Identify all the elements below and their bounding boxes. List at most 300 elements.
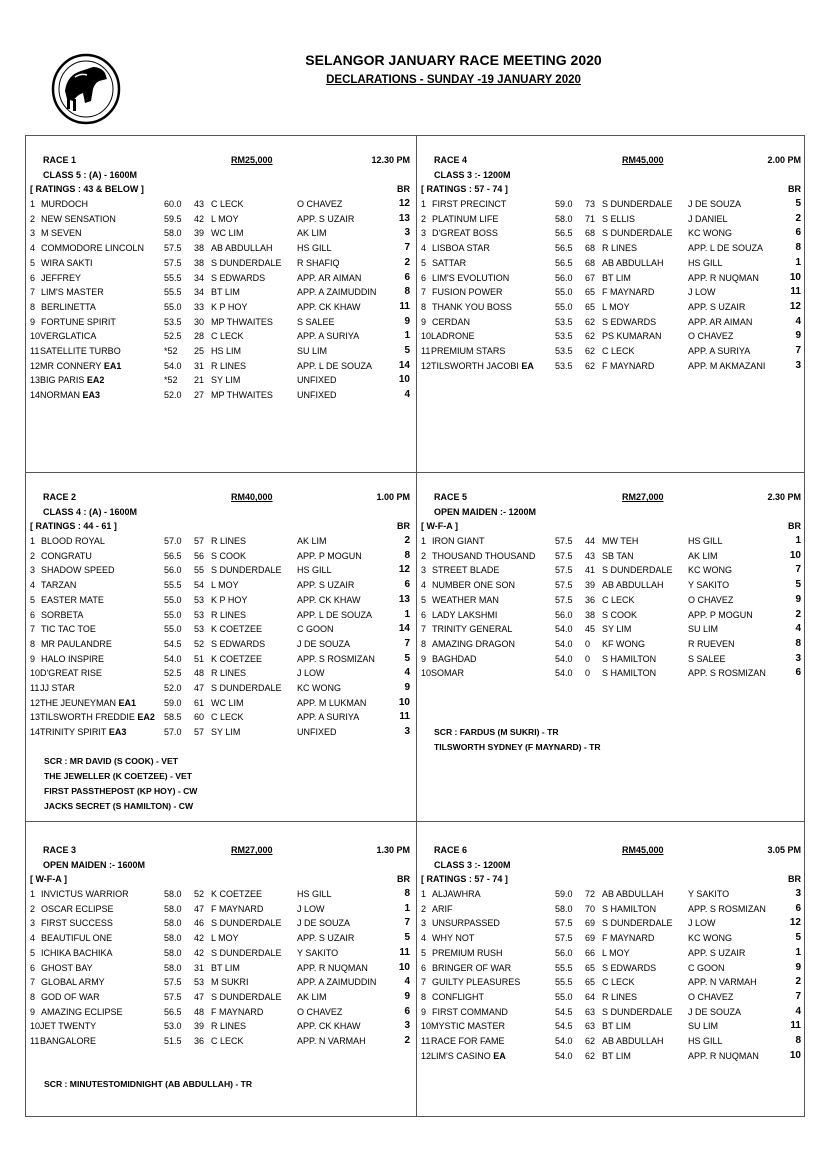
runner-row xyxy=(421,285,801,300)
weight: 57.5 xyxy=(555,580,573,591)
trainer: HS GILL xyxy=(688,257,723,268)
horse-name: UNSURPASSED xyxy=(432,918,500,929)
runner-row xyxy=(30,300,410,315)
runner-number: 2 xyxy=(30,213,36,224)
runner-row xyxy=(421,1019,801,1034)
jockey: K COETZEE xyxy=(211,653,263,664)
rating: 51 xyxy=(194,653,205,664)
rating: 43 xyxy=(194,199,205,210)
scratchings xyxy=(434,725,601,755)
barrier-header: BR xyxy=(788,521,801,532)
horse-name: THE JEUNEYMAN EA1 xyxy=(40,697,137,708)
race-card-race6 xyxy=(421,843,801,1063)
barrier: 10 xyxy=(398,374,410,386)
trainer: UNFIXED xyxy=(297,727,337,738)
trainer: AK LIM xyxy=(297,991,327,1002)
race-card-race3 xyxy=(30,843,410,1049)
runner-number: 7 xyxy=(30,624,36,635)
trainer: R RUEVEN xyxy=(688,638,735,649)
horse-name: TRINITY GENERAL xyxy=(432,624,513,635)
rating: 64 xyxy=(585,991,596,1002)
rating: 52 xyxy=(194,638,205,649)
jockey: L MOY xyxy=(211,213,239,224)
weight: 54.5 xyxy=(555,1006,573,1017)
horse-name: JJ STAR xyxy=(40,682,75,693)
race-class: CLASS 3 :- 1200M xyxy=(434,169,511,180)
jockey: BT LIM xyxy=(602,272,631,283)
jockey: S DUNDERDALE xyxy=(602,918,673,929)
runner-row xyxy=(421,563,801,578)
barrier: 4 xyxy=(404,976,410,988)
horse-name: GUILTY PLEASURES xyxy=(432,977,521,988)
runner-number: 3 xyxy=(30,228,36,239)
runner-row xyxy=(421,902,801,917)
weight: 52.5 xyxy=(164,668,182,679)
horse-name: WEATHER MAN xyxy=(432,594,499,605)
weight: 56.5 xyxy=(555,243,573,254)
barrier: 12 xyxy=(789,300,801,312)
trainer: APP. N VARMAH xyxy=(688,977,757,988)
weight: 57.0 xyxy=(164,727,182,738)
race-time: 1.30 PM xyxy=(376,845,410,855)
horse-name: FIRST COMMAND xyxy=(432,1006,508,1017)
runner-row xyxy=(421,534,801,549)
trainer: APP. A SURIYA xyxy=(297,331,360,342)
horse-name: FORTUNE SPIRIT xyxy=(41,316,116,327)
rating: 42 xyxy=(194,933,205,944)
race-label: RACE 6 xyxy=(434,845,468,855)
runner-row xyxy=(30,608,410,623)
rating: 42 xyxy=(194,213,205,224)
runner-row xyxy=(30,1034,410,1049)
weight: 53.5 xyxy=(555,360,573,371)
barrier: 2 xyxy=(795,976,801,988)
weight: 55.5 xyxy=(164,287,182,298)
runner-number: 12 xyxy=(30,697,41,708)
jockey: S DUNDERDALE xyxy=(602,228,673,239)
weight: 58.0 xyxy=(164,889,182,900)
barrier: 12 xyxy=(398,564,410,576)
runner-number: 3 xyxy=(421,565,427,576)
runner-number: 4 xyxy=(30,933,36,944)
runner-row xyxy=(30,549,410,564)
trainer: J LOW xyxy=(297,668,325,679)
trainer: APP. S UZAIR xyxy=(297,580,355,591)
race-time: 12.30 PM xyxy=(371,155,410,165)
horse-name: JET TWENTY xyxy=(40,1021,97,1032)
weight: *52 xyxy=(164,375,178,386)
runner-row xyxy=(421,1005,801,1020)
runner-row xyxy=(30,916,410,931)
runner-row xyxy=(30,593,410,608)
horse-name: WHY NOT xyxy=(432,933,475,944)
weight: 54.0 xyxy=(164,653,182,664)
weight: 55.5 xyxy=(164,272,182,283)
runner-number: 4 xyxy=(421,933,427,944)
weight: 55.0 xyxy=(164,624,182,635)
barrier: 10 xyxy=(789,1049,801,1061)
jockey: C LECK xyxy=(602,345,635,356)
weight: 54.0 xyxy=(555,1035,573,1046)
jockey: R LINES xyxy=(211,536,247,547)
weight: *52 xyxy=(164,345,178,356)
horse-name: BANGALORE xyxy=(40,1035,97,1046)
rating: 62 xyxy=(585,331,596,342)
barrier: 7 xyxy=(795,564,801,576)
rating: 54 xyxy=(194,580,205,591)
runner-row xyxy=(421,241,801,256)
runner-number: 6 xyxy=(421,609,427,620)
runner-number: 3 xyxy=(421,228,427,239)
rating: 71 xyxy=(585,213,596,224)
jockey: C LECK xyxy=(211,199,244,210)
horse-name: BIG PARIS EA2 xyxy=(40,375,105,386)
jockey: S DUNDERDALE xyxy=(211,947,282,958)
runner-number: 9 xyxy=(30,316,36,327)
runner-number: 8 xyxy=(30,301,36,312)
runner-row xyxy=(30,637,410,652)
trainer: O CHAVEZ xyxy=(297,1006,343,1017)
barrier: 3 xyxy=(404,227,410,239)
trainer: O CHAVEZ xyxy=(688,991,734,1002)
horse-name: SATTAR xyxy=(432,257,467,268)
horse-name: LADRONE xyxy=(431,331,475,342)
runner-number: 1 xyxy=(30,889,36,900)
trainer: KC WONG xyxy=(688,565,732,576)
barrier: 4 xyxy=(404,667,410,679)
horse-name: PREMIUM STARS xyxy=(431,345,506,356)
race-class: OPEN MAIDEN :- 1200M xyxy=(434,506,537,517)
horse-name: STREET BLADE xyxy=(432,565,500,576)
horse-name: BLOOD ROYAL xyxy=(41,536,105,547)
barrier: 10 xyxy=(398,961,410,973)
runner-number: 10 xyxy=(30,668,41,679)
jockey: BT LIM xyxy=(211,962,240,973)
rating: 47 xyxy=(194,903,205,914)
horse-name: LADY LAKSHMI xyxy=(432,609,498,620)
barrier: 8 xyxy=(404,286,410,298)
barrier: 1 xyxy=(795,535,801,547)
horse-name: PLATINUM LIFE xyxy=(432,213,499,224)
runner-row xyxy=(30,975,410,990)
trainer: APP. P MOGUN xyxy=(688,609,753,620)
runner-number: 11 xyxy=(30,1035,40,1046)
rating: 38 xyxy=(194,257,205,268)
trainer: AK LIM xyxy=(688,550,718,561)
rating: 65 xyxy=(585,301,596,312)
runner-number: 11 xyxy=(30,345,40,356)
horse-name: WIRA SAKTI xyxy=(41,257,93,268)
barrier: 6 xyxy=(795,227,801,239)
jockey: R LINES xyxy=(211,609,247,620)
barrier-header: BR xyxy=(397,874,410,885)
rating: 53 xyxy=(194,609,205,620)
weight: 57.5 xyxy=(555,565,573,576)
jockey: S COOK xyxy=(211,550,247,561)
barrier: 7 xyxy=(404,637,410,649)
trainer: AK LIM xyxy=(297,228,327,239)
weight: 57.5 xyxy=(164,257,182,268)
runner-number: 14 xyxy=(30,727,41,738)
weight: 57.5 xyxy=(555,933,573,944)
jockey: MW TEH xyxy=(602,536,639,547)
weight: 54.0 xyxy=(555,624,573,635)
barrier: 6 xyxy=(795,667,801,679)
rating: 47 xyxy=(194,991,205,1002)
rating: 0 xyxy=(585,653,591,664)
runner-row xyxy=(30,344,410,359)
trainer: SU LIM xyxy=(688,1021,719,1032)
emergency-acceptor-tag: EA2 xyxy=(84,375,105,386)
trainer: C GOON xyxy=(297,624,334,635)
runner-row xyxy=(30,197,410,212)
barrier: 2 xyxy=(404,256,410,268)
trainer: Y SAKITO xyxy=(688,889,730,900)
runner-number: 2 xyxy=(421,550,427,561)
runner-number: 1 xyxy=(30,536,36,547)
emergency-acceptor-tag: EA3 xyxy=(106,727,127,738)
scratching-line: FIRST PASSTHEPOST (KP HOY) - CW xyxy=(44,786,198,796)
runner-row xyxy=(421,608,801,623)
weight: 59.0 xyxy=(555,199,573,210)
trainer: APP. R NUQMAN xyxy=(297,962,368,973)
trainer: APP. R NUQMAN xyxy=(688,272,759,283)
trainer: S SALEE xyxy=(688,653,726,664)
horse-name: LIM'S CASINO EA xyxy=(431,1050,506,1061)
scratching-line: SCR : FARDUS (M SUKRI) - TR xyxy=(434,727,559,737)
rating: 47 xyxy=(194,682,205,693)
race-class: OPEN MAIDEN :- 1600M xyxy=(43,859,146,870)
emergency-acceptor-tag: EA1 xyxy=(116,697,137,708)
weight: 59.5 xyxy=(164,213,182,224)
runner-number: 3 xyxy=(421,918,427,929)
rating: 31 xyxy=(194,962,205,973)
barrier: 1 xyxy=(795,946,801,958)
weight: 55.0 xyxy=(164,594,182,605)
weight: 52.0 xyxy=(164,390,182,401)
runner-row xyxy=(30,652,410,667)
jockey: AB ABDULLAH xyxy=(602,889,664,900)
runner-row xyxy=(421,271,801,286)
rating: 28 xyxy=(194,331,205,342)
trainer: SU LIM xyxy=(688,624,719,635)
rating: 65 xyxy=(585,287,596,298)
weight: 55.0 xyxy=(555,991,573,1002)
trainer: R SHAFIQ xyxy=(297,257,340,268)
runner-row xyxy=(421,315,801,330)
race-time: 2.00 PM xyxy=(767,155,801,165)
rating: 53 xyxy=(194,594,205,605)
barrier: 2 xyxy=(404,535,410,547)
rating: 48 xyxy=(194,1006,205,1017)
horse-name: SHADOW SPEED xyxy=(41,565,115,576)
horse-name: THANK YOU BOSS xyxy=(432,301,512,312)
trainer: APP. R NUQMAN xyxy=(688,1050,759,1061)
rating: 68 xyxy=(585,228,596,239)
trainer: APP. L DE SOUZA xyxy=(297,360,373,371)
barrier: 7 xyxy=(795,990,801,1002)
jockey: S COOK xyxy=(602,609,638,620)
runner-number: 14 xyxy=(30,390,41,401)
runner-number: 9 xyxy=(421,316,427,327)
barrier: 12 xyxy=(789,917,801,929)
jockey: C LECK xyxy=(602,594,635,605)
weight: 57.5 xyxy=(555,550,573,561)
trainer: APP. A SURIYA xyxy=(688,345,751,356)
horse-name: TIC TAC TOE xyxy=(41,624,96,635)
barrier: 9 xyxy=(795,330,801,342)
horse-name: IRON GIANT xyxy=(432,536,485,547)
jockey: S DUNDERDALE xyxy=(602,1006,673,1017)
runner-row xyxy=(421,300,801,315)
runner-number: 11 xyxy=(421,1035,431,1046)
horse-name: HALO INSPIRE xyxy=(41,653,105,664)
race-prize: RM45,000 xyxy=(622,845,664,855)
runner-number: 6 xyxy=(30,609,36,620)
runner-number: 11 xyxy=(421,345,431,356)
jockey: S DUNDERDALE xyxy=(211,565,282,576)
runner-row xyxy=(421,197,801,212)
runner-number: 2 xyxy=(421,213,427,224)
trainer: O CHAVEZ xyxy=(297,199,343,210)
weight: 55.0 xyxy=(164,609,182,620)
weight: 59.0 xyxy=(164,697,182,708)
rating: 44 xyxy=(585,536,596,547)
rating: 73 xyxy=(585,199,596,210)
row-divider xyxy=(25,821,805,822)
rating: 25 xyxy=(194,345,205,356)
runner-number: 2 xyxy=(30,550,36,561)
runner-row xyxy=(30,329,410,344)
runner-number: 9 xyxy=(30,653,36,664)
runner-row xyxy=(421,931,801,946)
rating: 46 xyxy=(194,918,205,929)
race-prize: RM27,000 xyxy=(231,845,273,855)
rating: 30 xyxy=(194,316,205,327)
runner-row xyxy=(30,902,410,917)
barrier: 11 xyxy=(790,1020,801,1032)
weight: 53.5 xyxy=(555,345,573,356)
trainer: HS GILL xyxy=(297,243,332,254)
rating: 36 xyxy=(194,1035,205,1046)
rating: 34 xyxy=(194,287,205,298)
horse-name: EASTER MATE xyxy=(41,594,104,605)
runner-row xyxy=(421,212,801,227)
runner-row xyxy=(30,1019,410,1034)
trainer: O CHAVEZ xyxy=(688,594,734,605)
weight: 57.5 xyxy=(164,243,182,254)
weight: 53.0 xyxy=(164,1021,182,1032)
jockey: C LECK xyxy=(602,977,635,988)
trainer: C GOON xyxy=(688,962,725,973)
horse-name: M SEVEN xyxy=(41,228,82,239)
runner-row xyxy=(421,961,801,976)
barrier: 11 xyxy=(790,286,801,298)
jockey: S HAMILTON xyxy=(602,668,657,679)
trainer: KC WONG xyxy=(688,933,732,944)
barrier: 2 xyxy=(795,212,801,224)
weight: 52.0 xyxy=(164,682,182,693)
horse-name: NORMAN EA3 xyxy=(40,390,101,401)
barrier: 3 xyxy=(404,726,410,738)
runner-number: 9 xyxy=(421,1006,427,1017)
runner-row xyxy=(30,1005,410,1020)
horse-name: CONGRATU xyxy=(41,550,92,561)
weight: 56.5 xyxy=(164,1006,182,1017)
barrier: 3 xyxy=(795,652,801,664)
trainer: APP. N VARMAH xyxy=(297,1035,366,1046)
runner-number: 10 xyxy=(30,331,41,342)
runner-row xyxy=(421,990,801,1005)
runner-row xyxy=(421,329,801,344)
jockey: F MAYNARD xyxy=(602,933,655,944)
trainer: HS GILL xyxy=(688,1035,723,1046)
rating: 65 xyxy=(585,977,596,988)
page-subtitle: DECLARATIONS - SUNDAY -19 JANUARY 2020 xyxy=(326,74,581,86)
jockey: C LECK xyxy=(211,331,244,342)
trainer: SU LIM xyxy=(297,345,328,356)
rating: 38 xyxy=(585,609,596,620)
horse-name: SOMAR xyxy=(431,668,465,679)
weight: 55.5 xyxy=(555,977,573,988)
jockey: C LECK xyxy=(211,1035,244,1046)
trainer: UNFIXED xyxy=(297,375,337,386)
horse-name: LIM'S EVOLUTION xyxy=(432,272,510,283)
barrier: 5 xyxy=(795,932,801,944)
horse-name: SATELLITE TURBO xyxy=(40,345,121,356)
weight: 60.0 xyxy=(164,199,182,210)
trainer: APP. L DE SOUZA xyxy=(688,243,764,254)
barrier: 6 xyxy=(404,271,410,283)
race-rating: [ RATINGS : 43 & BELOW ] xyxy=(30,184,144,195)
trainer: APP. AR AIMAN xyxy=(688,316,753,327)
rating: 69 xyxy=(585,933,596,944)
barrier: 11 xyxy=(399,300,410,312)
weight: 56.0 xyxy=(164,565,182,576)
weight: 57.5 xyxy=(164,991,182,1002)
runner-row xyxy=(30,271,410,286)
weight: 59.0 xyxy=(555,889,573,900)
rating: 42 xyxy=(194,947,205,958)
barrier: 9 xyxy=(795,593,801,605)
jockey: K P HOY xyxy=(211,594,248,605)
race-rating: [ RATINGS : 57 - 74 ] xyxy=(421,184,508,195)
weight: 58.0 xyxy=(164,903,182,914)
runner-number: 10 xyxy=(421,1021,432,1032)
trainer: S SALEE xyxy=(297,316,335,327)
scratchings xyxy=(44,754,197,814)
runner-number: 9 xyxy=(30,1006,36,1017)
barrier: 7 xyxy=(404,242,410,254)
trainer: APP. AR AIMAN xyxy=(297,272,362,283)
runner-number: 1 xyxy=(30,199,36,210)
horse-name: RACE FOR FAME xyxy=(431,1035,505,1046)
barrier: 7 xyxy=(795,344,801,356)
runner-row xyxy=(30,315,410,330)
jockey: K P HOY xyxy=(211,301,248,312)
trainer: UNFIXED xyxy=(297,390,337,401)
horse-name: AMAZING ECLIPSE xyxy=(41,1006,123,1017)
race-card-race1 xyxy=(30,153,410,403)
runner-row xyxy=(30,534,410,549)
jockey: S ELLIS xyxy=(602,213,636,224)
jockey: HS LIM xyxy=(211,345,242,356)
horse-name: D'GREAT RISE xyxy=(40,668,102,679)
runner-row xyxy=(30,212,410,227)
weight: 55.0 xyxy=(164,301,182,312)
barrier: 14 xyxy=(398,623,410,635)
jockey: F MAYNARD xyxy=(211,1006,264,1017)
